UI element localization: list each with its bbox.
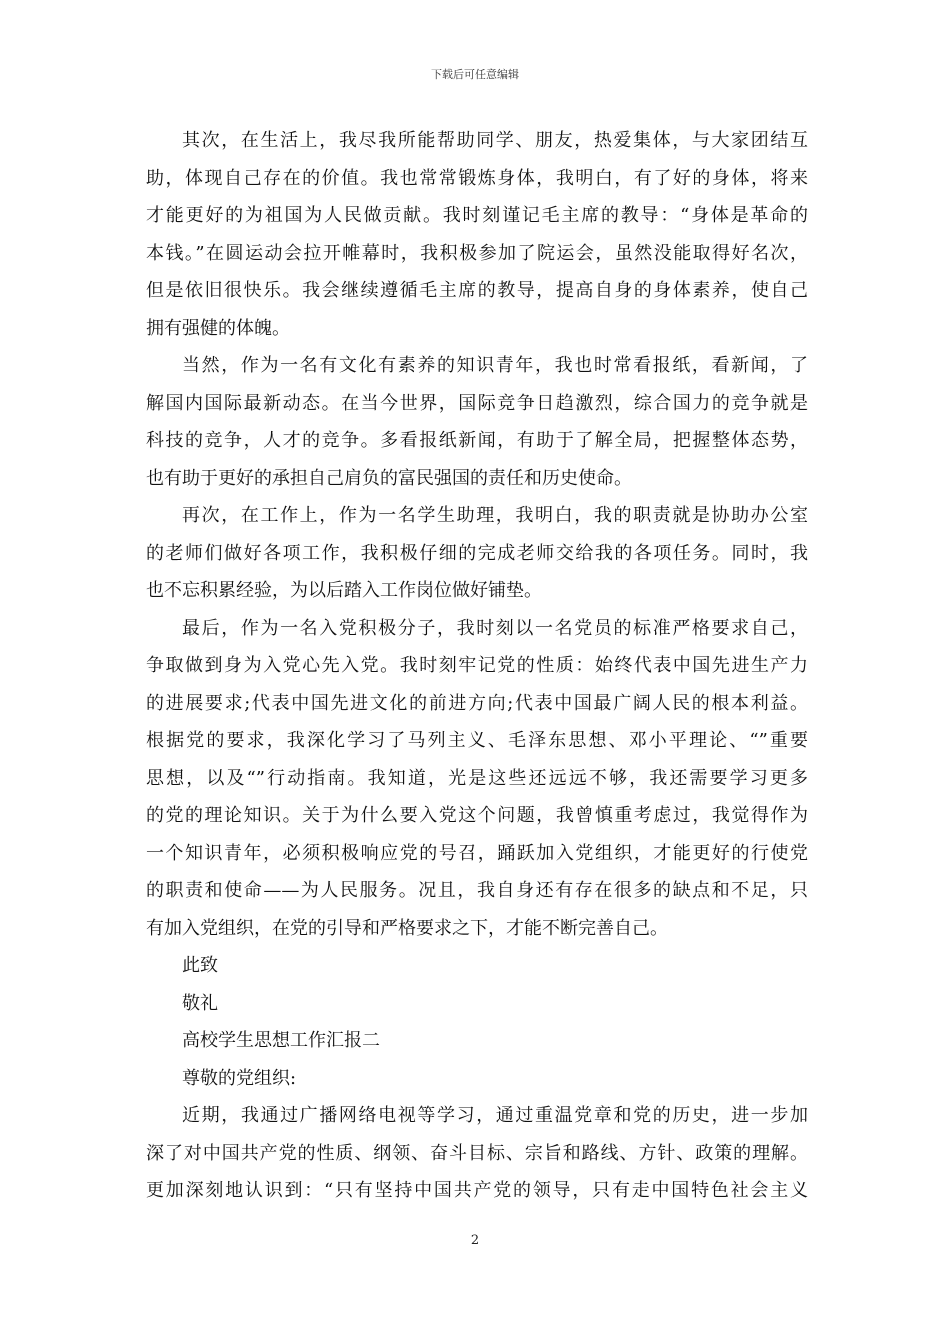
page-number: 2 — [470, 1233, 480, 1248]
text-line: 本钱。”在圆运动会拉开帷幕时，我积极参加了院运会，虽然没能取得好名次， — [146, 242, 808, 264]
section-title: 高校学生思想工作汇报二 — [182, 1030, 380, 1051]
text-line: 但是依旧很快乐。我会继续遵循毛主席的教导，提高自身的身体素养，使自己 — [146, 280, 808, 301]
text-line: 当然，作为一名有文化有素养的知识青年，我也时常看报纸，看新闻，了 — [182, 355, 808, 376]
text-line: 其次，在生活上，我尽我所能帮助同学、朋友，热爱集体，与大家团结互 — [182, 130, 808, 151]
text-line: 最后，作为一名入党积极分子，我时刻以一名党员的标准严格要求自己， — [182, 617, 808, 639]
text-line: 思想，以及“”行动指南。我知道，光是这些还远远不够，我还需要学习更多 — [146, 767, 808, 789]
text-line: 再次，在工作上，作为一名学生助理，我明白，我的职责就是协助办公室 — [182, 505, 808, 526]
document-body — [146, 122, 808, 1210]
text-line: 才能更好的为祖国为人民做贡献。我时刻谨记毛主席的教导：“身体是革命的 — [146, 205, 808, 226]
text-line: 科技的竞争，人才的竞争。多看报纸新闻，有助于了解全局，把握整体态势， — [146, 430, 808, 451]
text-line: 的进展要求;代表中国先进文化的前进方向;代表中国最广阔人民的根本利益。 — [146, 692, 808, 714]
text-line: 的老师们做好各项工作，我积极仔细的完成老师交给我的各项任务。同时，我 — [146, 542, 808, 564]
text-line: 的职责和使命——为人民服务。况且，我自身还有存在很多的缺点和不足，只 — [146, 880, 808, 901]
text-line: 解国内国际最新动态。在当今世界，国际竞争日趋激烈，综合国力的竞争就是 — [146, 392, 808, 414]
text-line: 也有助于更好的承担自己肩负的富民强国的责任和历史使命。 — [146, 467, 632, 489]
text-line: 也不忘积累经验，为以后踏入工作岗位做好铺垫。 — [146, 580, 542, 601]
text-line: 深了对中国共产党的性质、纲领、奋斗目标、宗旨和路线、方针、政策的理解。 — [146, 1142, 808, 1164]
closing-line: 敬礼 — [182, 992, 218, 1014]
page-header: 下载后可任意编辑 — [431, 68, 519, 81]
text-line: 有加入党组织，在党的引导和严格要求之下，才能不断完善自己。 — [146, 917, 668, 939]
text-line: 争取做到身为入党心先入党。我时刻牢记党的性质：始终代表中国先进生产力 — [146, 655, 808, 676]
text-line: 更加深刻地认识到：“只有坚持中国共产党的领导，只有走中国特色社会主义 — [146, 1180, 808, 1201]
text-line: 近期，我通过广播网络电视等学习，通过重温党章和党的历史，进一步加 — [182, 1105, 808, 1126]
text-line: 一个知识青年，必须积极响应党的号召，踊跃加入党组织，才能更好的行使党 — [146, 842, 808, 864]
text-line: 拥有强健的体魄。 — [146, 317, 290, 339]
text-line: 助，体现自己存在的价值。我也常常锻炼身体，我明白，有了好的身体，将来 — [146, 167, 808, 189]
text-line: 的党的理论知识。关于为什么要入党这个问题，我曾慎重考虑过，我觉得作为 — [146, 805, 808, 826]
closing-line: 此致 — [182, 955, 218, 976]
text-line: 根据党的要求，我深化学习了马列主义、毛泽东思想、邓小平理论、“”重要 — [146, 730, 808, 751]
salutation: 尊敬的党组织: — [182, 1067, 297, 1089]
